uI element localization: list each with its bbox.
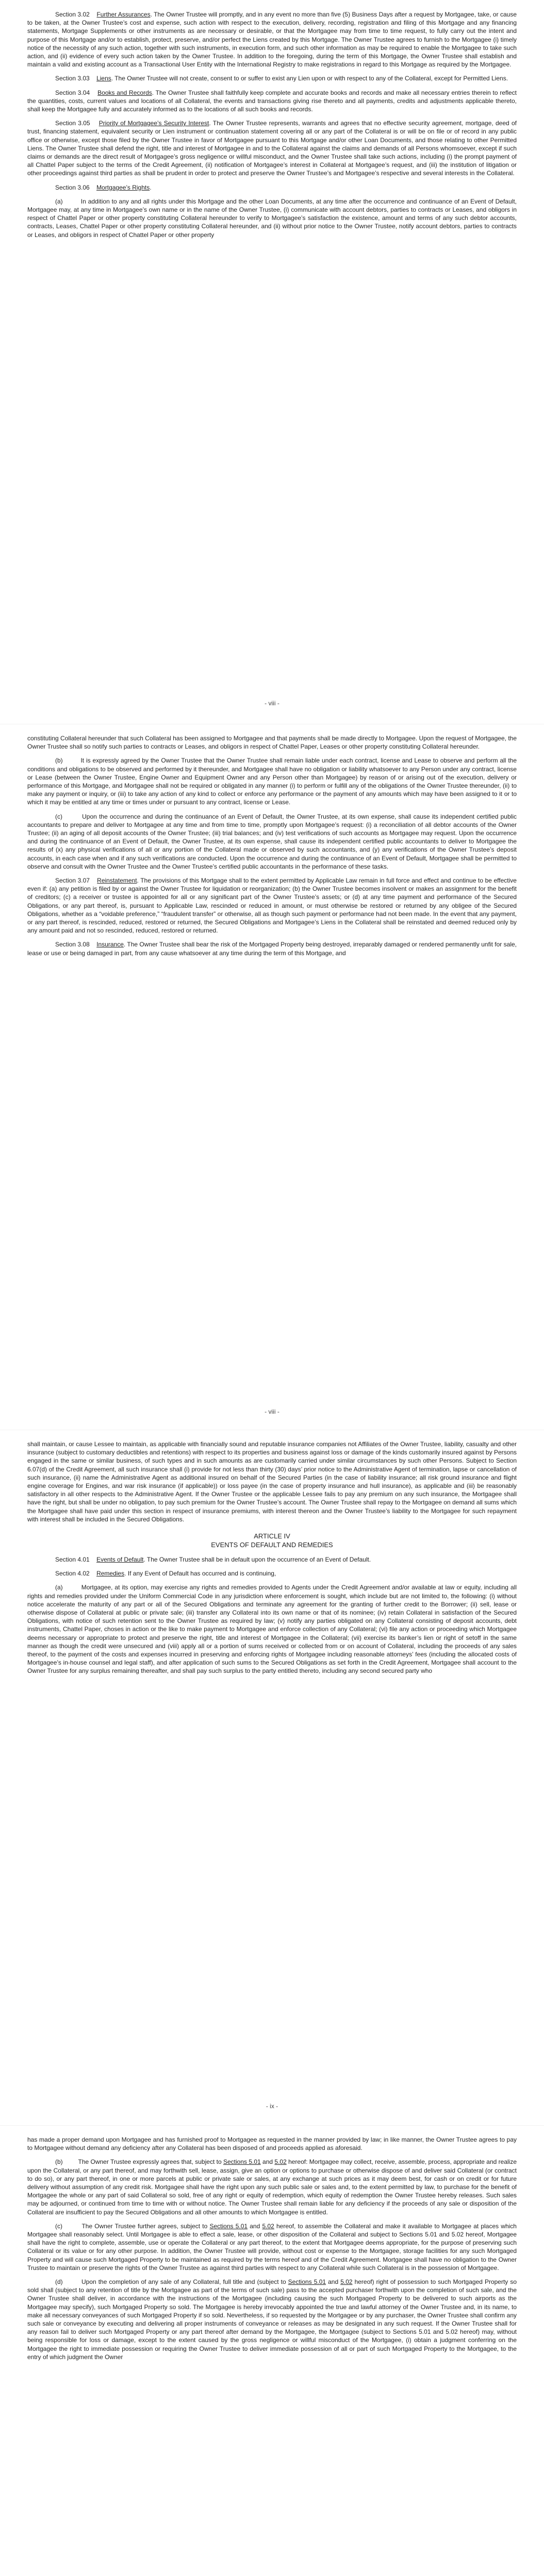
section-gap [90, 877, 97, 884]
paragraph [27, 876, 517, 935]
paragraph [27, 197, 517, 239]
section-gap [90, 1570, 96, 1577]
section-reference: 5.02 [340, 2278, 353, 2286]
section-number: (c) [55, 812, 62, 820]
section-number: (b) [55, 2158, 63, 2166]
paragraph-text: In addition to any and all rights under this Mortgage and the other Loan Documents, at any time after the occurrence and continuance of an Event of Default, Mortgagee may, at any time in Mortgagee’s own name or in the name of the Owner Trustee, (i) communicate with account debtors, parties to contracts or Leases, and obligors in respect of Chattel Paper or other property constituting Collateral hereunder to verify to Mortgagee’s satisfaction the existence, amount and terms of any such debtor accounts, contracts, Leases, Chattel Paper or other property constituting Collateral hereunder, and (ii) without prior notice to the Owner Trustee, notify account debtors, parties to contracts or Leases, and obligors in respect of Chattel Paper or other property [27, 197, 517, 239]
section-heading: Events of Default [96, 1556, 144, 1564]
section-number: Section 3.06 [55, 183, 90, 191]
section-heading: Reinstatement [97, 877, 137, 885]
section-gap [90, 120, 99, 127]
page-number: - viii - [265, 700, 279, 707]
paragraph-text: Upon the completion of any sale of any Collateral, full title and (subject to [81, 2278, 288, 2286]
document-page-4 [0, 2125, 544, 2576]
paragraph-text: . The provisions of this Mortgage shall to the extent permitted by Applicable Law remain in full force and effect and continue to be effective even if: (a) any petition is filed by or against the Owner Trustee for liquidation or reorganization; (b) the Owner Trustee becomes insolvent or makes an assignment for the benefit of creditors; (c) a receiver or trustee is appointed for all or any significant part of the Owner Trustee’s assets; or (d) at any time payment and performance of the Secured Obligations, or any part thereof, is, pursuant to Applicable Law, rescinded or reduced in amount, or must otherwise be restored or returned by any obligee of the Secured Obligations, whether as a “voidable preference,” “fraudulent transfer” or otherwise, all as though such payment or performance had not been made. In the event that any payment, or any part thereof, is rescinded, reduced, restored or returned, the Secured Obligations and Mortgagee’s Liens in the Collateral shall be reinstated and deemed reduced only by any amount paid and not so rescinded, reduced, restored or returned. [27, 877, 517, 935]
section-heading: Remedies [96, 1570, 125, 1578]
paragraph [27, 2158, 517, 2216]
article-heading [27, 1532, 517, 1549]
page-number: - ix - [266, 2103, 278, 2110]
paragraph-text: . The Owner Trustee shall bear the risk of the Mortgaged Property being destroyed, irreparably damaged or rendered permanently unfit for sale, lease or use or being damaged in part, from any cause whatsoever at any time during the term of this Mortgage, and [27, 941, 517, 957]
paragraph [27, 1583, 517, 1675]
section-number: Section 3.08 [55, 941, 90, 948]
section-gap [90, 11, 97, 18]
section-gap [63, 757, 81, 764]
paragraph [27, 1569, 517, 1578]
paragraph-text: . The Owner Trustee shall faithfully keep complete and accurate books and records and make all necessary entries therein to reflect the quantities, costs, current values and locations of all Collateral, the events and transactions giving rise thereto and all payments, credits and adjustments applicable thereto, shall keep the Mortgagee fully and accurately informed as to the locations of all such books and records. [27, 89, 517, 113]
paragraph-text: Mortgagee, at its option, may exercise any rights and remedies provided to Agents under the Credit Agreement and/or available at law or equity, including all rights and remedies provided under the Uniform Commercial Code in any jurisdiction where enforcement is sought, which include but are not limited to, the following: (i) without notice accelerate the maturity of any part or all of the Secured Obligations and terminate any agreement for the granting of further credit to the Borrower; (ii) sell, lease or otherwise dispose of Collateral at public or private sale; (iii) transfer any Collateral into its own name or that of its nominee; (iv) retain Collateral in satisfaction of the Secured Obligations, with notice of such retention sent to the Owner Trustee as required by law; (v) notify any parties obligated on any Collateral consisting of deposit accounts, debt instruments, Chattel Paper, choses in action or the like to make payment to Mortgagee and enforce collection of any Collateral; (vi) file any action or proceeding which Mortgagee deems necessary or appropriate to protect and preserve the right, title and interest of Mortgagee in the Collateral; (vii) exercise its banker’s lien or right of setoff in the same manner as though the credit were unsecured and (viii) apply all or a portion of sums received or collected from or on account of Collateral, including the proceeds of any sales thereof, to the payment of the costs and expenses incurred in preserving and enforcing rights of Mortgagee including reasonable attorneys’ fees (including the allocated costs of Mortgagee’s in-house counsel and legal staff), and after application of such sums to the Secured Obligations as set forth in the Credit Agreement, Mortgagee shall account to the Owner Trustee for any surplus remaining thereafter, and shall pay such surplus to the party entitled thereto, including any second secured party who [27, 1584, 517, 1675]
paragraph-text: hereof, to assemble the Collateral and make it available to Mortgagee at places which Mortgagee shall reasonably select. Until Mortgagee is able to effect a sale, lease, or other disposition of the Collateral and subject to Sections 5.01 and 5.02 hereof, Mortgagee shall have the right to complete, assemble, use or operate the Collateral or any part thereof, to the extent that Mortgagee deems appropriate, for the purpose of preserving such Collateral or its value or for any other purpose. In addition, the Owner Trustee will provide, without cost or expense to the Mortgagee, storage facilities for any such Mortgaged Property and will cause such Mortgaged Property to be maintained as required by the terms hereof and of the Credit Agreement. Mortgagee shall have no obligation to the Owner Trustee to maintain or preserve the rights of the Owner Trustee as against third parties with respect to any Collateral while such Collateral is in the possession of Mortgagee. [27, 2222, 517, 2272]
document-page-2 [0, 724, 544, 1430]
paragraph-text: hereof: Mortgagee may collect, receive, assemble, process, appropriate and realize upon the Collateral, or any part thereof, and may forthwith sell, lease, assign, give an option or options to purchase or otherwise dispose of and deliver said Collateral (or contract to do so), or any part thereof, in one or more parcels at public or private sale or sales, at any exchange at such prices as it may deem best, for cash or on credit or for future delivery without assumption of any credit risk. Mortgagee shall have the right upon any such public sale or sales and, to the extent permitted by law, to purchase for the benefit of Mortgagee the whole or any part of said Collateral so sold, free of any right or equity of redemption, which equity of redemption the Owner Trustee hereby releases. Such sales may be adjourned, or continued from time to time with or without notice. The Owner Trustee shall remain liable for any deficiency if the proceeds of any sale or disposition of the Collateral are insufficient to pay the Secured Obligations and all other amounts to which Mortgagee is entitled. [27, 2158, 517, 2216]
section-heading: Insurance [96, 941, 124, 948]
section-heading: Further Assurances [96, 11, 151, 18]
section-gap [63, 198, 81, 205]
paragraph-text: has made a proper demand upon Mortgagee and has furnished proof to Mortgagee as requested in the manner provided by law; in like manner, the Owner Trustee agrees to pay to Mortgagee without demand any deficiency after any Collateral has been disposed of and proceeds applied as aforesaid. [27, 2136, 517, 2152]
paragraph-text: . [150, 183, 152, 191]
paragraph [27, 812, 517, 871]
paragraph [27, 183, 517, 192]
section-gap [63, 1584, 81, 1591]
section-number: Section 3.04 [55, 89, 90, 96]
paragraph [27, 74, 517, 82]
section-reference: 5.02 [262, 2222, 274, 2230]
paragraph [27, 2136, 517, 2152]
section-number: (a) [55, 197, 63, 205]
section-number: Section 4.02 [55, 1570, 90, 1578]
section-heading: Mortgagee’s Rights [96, 183, 150, 191]
section-gap [62, 813, 82, 820]
section-gap [63, 2278, 81, 2285]
section-gap [90, 184, 96, 191]
section-number: Section 3.07 [55, 877, 90, 885]
article-number: ARTICLE IV [254, 1532, 290, 1540]
section-reference: 5.02 [274, 2158, 287, 2166]
section-number: (b) [55, 757, 63, 765]
section-gap [62, 2223, 81, 2230]
paragraph [27, 2278, 517, 2361]
section-gap [90, 1556, 96, 1563]
paragraph [27, 940, 517, 957]
section-number: Section 3.02 [55, 11, 90, 18]
paragraph-text: and [326, 2278, 341, 2286]
page-3-body [27, 1440, 517, 1681]
paragraph-text: shall maintain, or cause Lessee to maintain, as applicable with financially sound and reputable insurance companies not Affiliates of the Owner Trustee, liability, casualty and other insurance (subject to customary deductibles and retentions) with respect to its properties and business against loss or damage of the kinds customarily insured against by Persons engaged in the same or similar business, of such types and in such amounts as are customarily carried under similar circumstances by such other Persons. Subject to Section 6.07(d) of the Credit Agreement, all such insurance shall (i) provide for not less than thirty (30) days’ prior notice to the Administrative Agent of termination, lapse or cancellation of such insurance, (ii) name the Administrative Agent as additional insured on behalf of the Secured Parties (in the case of liability insurance; all risk ground insurance and flight engine coverage for Engines, and war risk insurance (if applicable)) or loss payee (in the case of property insurance and hull insurance), as applicable and (iii) be reasonably satisfactory in all other respects to the Administrative Agent. If the Owner Trustee or the applicable Lessee fails to pay any premium on any such insurance, the Mortgagee shall have the right, but shall be under no obligation, to pay such premium for the Owner Trustee’s account. The Owner Trustee shall repay to the Mortgagee on demand all sums which the Mortgagee shall have paid under this section in respect of insurance premiums, with interest thereon and the Owner Trustee’s liability to the Mortgagee for such repayment with interest shall be included in the Secured Obligations. [27, 1440, 517, 1523]
section-number: (c) [55, 2222, 62, 2230]
page-1-body [27, 10, 517, 245]
paragraph-text: . The Owner Trustee shall be in default upon the occurrence of an Event of Default. [143, 1556, 371, 1564]
paragraph [27, 756, 517, 806]
paragraph-text: . The Owner Trustee represents, warrants and agrees that no effective security agreement, mortgage, deed of trust, financing statement, equivalent security or Lien instrument or continuation statement covering all or any part of the Collateral is or will be on file or of record in any public office or otherwise, except those filed by the Owner Trustee in favor of Mortgagee pursuant to this Mortgage and/or other Loan Documents, and those relating to other Permitted Liens. The Owner Trustee shall defend the right, title and interest of Mortgagee in and to the Collateral against the claims and demands of all Persons whomsoever, except if such claims or demands are the direct result of Mortgagee’s gross negligence or willful misconduct, and the Owner Trustee shall take such actions, including (i) the prompt payment of all Chattel Paper subject to the terms of the Credit Agreement, (ii) notification of Mortgagee’s interest in Collateral at Mortgagee’s request, and (iii) the institution of litigation or other proceedings against third parties as shall be prudent in order to protect and preserve the Owner Trustee’s and Mortgagee’s respective and several interests in the Collateral. [27, 120, 517, 177]
paragraph-text: The Owner Trustee further agrees, subject to [81, 2222, 210, 2230]
paragraph [27, 10, 517, 69]
section-reference: Sections 5.01 [223, 2158, 261, 2166]
paragraph-text: and [260, 2158, 275, 2166]
paragraph-text: . If any Event of Default has occurred and is continuing, [124, 1570, 276, 1578]
section-number: Section 4.01 [55, 1556, 90, 1564]
paragraph-text: . The Owner Trustee will promptly, and in any event no more than five (5) Business Days after a request by Mortgagee, take, or cause to be taken, at the Owner Trustee’s cost and expense, such action with respect to the execution, delivery, recording, registration and filing of this Mortgage and any financing statements, Mortgage Supplements or other instruments as are necessary or desirable, or that the Mortgagee may from time to time request, to fully carry out the intent and purpose of this Mortgage and/or to establish, protect, preserve, and/or perfect the Liens created by this Mortgage. The Owner Trustee agrees to furnish to the Mortgagee (i) timely notice of the necessity of any such action, together with such instruments, in execution form, and such other information as may be required to enable the Mortgagee to take such action, and (ii) evidence of every such action taken by the Owner Trustee. In addition to the foregoing, during the term of this Mortgage, the Owner Trustee shall establish and maintain a valid and existing account as a Transactional User Entity with the International Registry to make registrations in regard to this Mortgage as required by the Mortgagee. [27, 11, 517, 69]
section-reference: Sections 5.01 [209, 2222, 248, 2230]
paragraph-text: constituting Collateral hereunder that such Collateral has been assigned to Mortgagee and that payments shall be made directly to Mortgagee. Upon the request of Mortgagee, the Owner Trustee shall so notify such parties to contracts or Leases, and obligors in respect of Chattel Paper, Leases or other property constituting Collateral hereunder. [27, 735, 517, 751]
section-gap [90, 941, 96, 948]
paragraph-text: The Owner Trustee expressly agrees that, subject to [78, 2158, 223, 2166]
document-page-3 [0, 1430, 544, 2125]
paragraph-text: It is expressly agreed by the Owner Trustee that the Owner Trustee shall remain liable under each contract, license and Lease to observe and perform all the conditions and obligations to be observed and performed by it thereunder, and Mortgagee shall have no obligation or liability whatsoever to any Person under any contract, license or Lease (between the Owner Trustee, Engine Owner and Equipment Owner and any Person other than Mortgagee) by reason of or arising out of the execution, delivery or performance of this Mortgage, and Mortgagee shall not be required or obligated in any manner (i) to perform or fulfill any of the obligations of the Owner Trustee thereunder, (ii) to make any payment or inquiry, or (iii) to take any action of any kind to collect or enforce any performance or the payment of any amounts which may have been assigned to it or to which it may be entitled at any time or times under or pursuant to any contract, license or Lease. [27, 757, 517, 806]
page-4-body [27, 2136, 517, 2367]
document-page-1 [0, 0, 544, 724]
section-number: Section 3.05 [55, 120, 90, 127]
paragraph-text: and [248, 2222, 262, 2230]
section-reference: Sections 5.01 [288, 2278, 326, 2286]
paragraph-text: . The Owner Trustee will not create, consent to or suffer to exist any Lien upon or with respect to any of the Collateral, except for Permitted Liens. [111, 75, 508, 82]
page-2-body [27, 734, 517, 963]
section-number: (d) [55, 2278, 63, 2286]
section-gap [63, 2158, 78, 2165]
paragraph [27, 1440, 517, 1523]
paragraph-text: Upon the occurrence and during the continuance of an Event of Default, the Owner Trustee, at its own expense, shall cause its independent certified public accountants to prepare and deliver to Mortgagee at any time and from time to time, promptly upon Mortgagee’s request: (i) a reconciliation of all debtor accounts of the Owner Trustee; (ii) an aging of all deposit accounts of the Owner Trustee; (iii) trial balances; and (iv) test verifications of such accounts as Mortgagee may request. Upon the occurrence and during the continuance of an Event of Default, the Owner Trustee, at its own expense, shall cause its independent certified public accountants to deliver to Mortgagee the results of (x) any physical verifications of all or any portion of the Collateral made or observed by such accountants, and (y) any verifications of the Owner Trustee’s deposit accounts, in each case when and if any such verifications are conducted. Upon the occurrence and during the continuance of an Event of Default, Mortgagee shall be permitted to observe and consult with the Owner Trustee and the Owner Trustee’s certified public accountants in the performance of these tasks. [27, 812, 517, 870]
paragraph [27, 119, 517, 177]
section-heading: Priority of Mortgagee’s Security Interest [98, 120, 209, 127]
section-heading: Books and Records [97, 89, 152, 96]
page-number: - viii - [265, 1408, 279, 1415]
paragraph [27, 734, 517, 751]
paragraph [27, 2222, 517, 2272]
section-number: (a) [55, 1584, 63, 1591]
paragraph [27, 89, 517, 114]
section-heading: Liens [96, 75, 111, 82]
paragraph [27, 1555, 517, 1564]
section-gap [90, 75, 96, 82]
section-number: Section 3.03 [55, 75, 90, 82]
section-gap [90, 89, 97, 96]
paragraph-text: hereof) right of possession to such Mortgaged Property so sold shall (subject to any retention of title by the Mortgagee as part of the terms of such sale) pass to the accepted purchaser forthwith upon the completion of such sale, and the Owner Trustee shall deliver, in accordance with the instructions of the Mortgagee (including causing the such Mortgaged Property to be delivered to such airports as the Mortgagee may specify), such Mortgaged Property so sold. The Mortgagee is hereby irrevocably appointed the true and lawful attorney of the Owner Trustee and, in its name, to make all necessary conveyances of such Mortgaged Property if so sold. Nevertheless, if so requested by the Mortgagee or by any purchaser, the Owner Trustee shall confirm any such sale or conveyance by executing and delivering all proper instruments of conveyance or releases as may be designated in any such request. If the Owner Trustee shall for any reason fail to deliver such Mortgaged Property or any part thereof after demand by the Mortgagee, the Mortgagee (subject to Sections 5.01 and 5.02 hereof) may, without being responsible for loss or damage, except to the extent caused by the gross negligence or willful misconduct of the Mortgagee, (i) obtain a judgment conferring on the Mortgagee the right to immediate possession or requiring the Owner Trustee to deliver immediate possession of all or part of such Mortgaged Property to the Mortgagee, to the entry of which judgment the Owner [27, 2278, 517, 2361]
article-title: EVENTS OF DEFAULT AND REMEDIES [211, 1541, 333, 1549]
